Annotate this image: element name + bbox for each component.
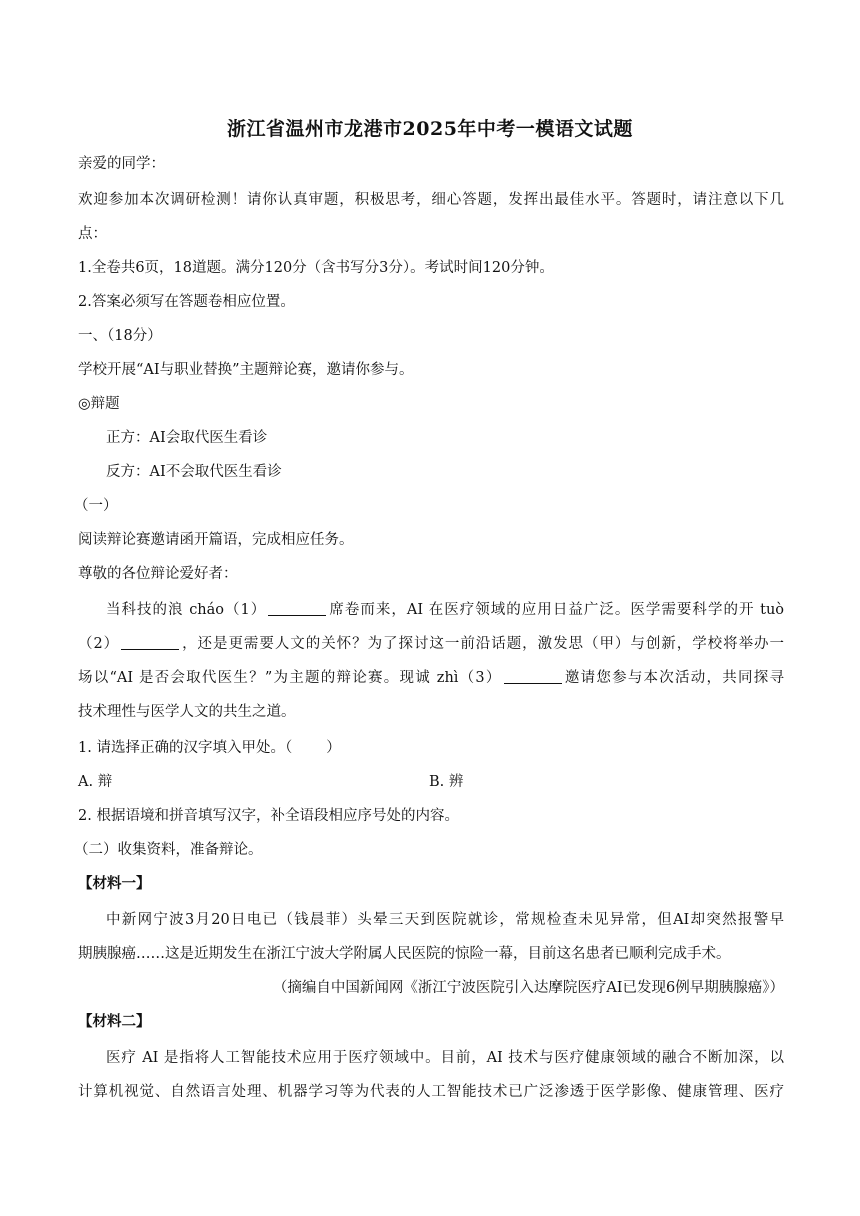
part-2-heading: （二）收集资料，准备辩论。 <box>74 842 263 858</box>
material-1-line-2: 期胰腺癌……这是近期发生在浙江宁波大学附属人民医院的惊险一幕，目前这名患者已顺利完成手术。 <box>78 946 731 962</box>
option-b[interactable]: B. 辨 <box>429 774 464 790</box>
pro-side: 正方：AI会取代医生看诊 <box>106 430 268 446</box>
question-1-text: 1. 请选择正确的汉字填入甲处。（ <box>78 740 293 756</box>
note-1: 1.全卷共6页，18道题。满分120分（含书写分3分）。考试时间120分钟。 <box>78 260 554 276</box>
intro-line-1: 欢迎参加本次调研检测！请你认真审题，积极思考，细心答题，发挥出最佳水平。答题时，请注意以下几 <box>78 192 784 208</box>
salutation: 尊敬的各位辩论爱好者： <box>78 566 238 582</box>
letter-line-4: 技术理性与医学人文的共生之道。 <box>78 704 296 720</box>
answer-blank-3[interactable] <box>504 669 562 684</box>
part-1-heading: （一） <box>74 498 118 514</box>
context-text: 学校开展“AI与职业替换”主题辩论赛，邀请你参与。 <box>78 362 414 378</box>
material-1-line-1: 中新网宁波3月20日电已（钱晨菲）头晕三天到医院就诊，常规检查未见异常，但AI却突然报警早 <box>106 912 784 928</box>
material-1-source: （摘编自中国新闻网《浙江宁波医院引入达摩院医疗AI已发现6例早期胰腺癌》） <box>272 980 784 996</box>
question-1 <box>78 738 341 758</box>
answer-blank-1[interactable] <box>268 601 326 616</box>
letter-text: 邀请您参与本次活动，共同探寻 <box>563 670 784 686</box>
greeting: 亲爱的同学： <box>78 156 165 172</box>
letter-text: （2） <box>78 636 120 652</box>
question-1-close: ） <box>326 740 341 756</box>
letter-line-2 <box>78 634 784 654</box>
answer-blank-2[interactable] <box>121 635 179 650</box>
letter-line-3 <box>78 668 784 688</box>
letter-text: ，还是更需要人文的关怀？为了探讨这一前沿话题，激发思（甲）与创新，学校将举办一 <box>181 636 784 652</box>
con-side: 反方：AI不会取代医生看诊 <box>106 464 282 480</box>
note-2: 2.答案必须写在答题卷相应位置。 <box>78 294 295 310</box>
section-heading: 一、（18分） <box>78 328 162 344</box>
page-title: 浙江省温州市龙港市2025年中考一模语文试题 <box>227 118 633 140</box>
task-1: 阅读辩论赛邀请函开篇语，完成相应任务。 <box>78 532 354 548</box>
letter-text: 当科技的浪 cháo（1） <box>106 602 267 618</box>
material-1-label: 【材料一】 <box>78 875 151 892</box>
letter-text: 场以“AI 是否会取代医生？”为主题的辩论赛。现诚 zhì（3） <box>78 670 502 686</box>
topic-label: ◎辩题 <box>78 396 120 412</box>
option-a[interactable]: A. 辩 <box>78 774 113 790</box>
question-2: 2. 根据语境和拼音填写汉字，补全语段相应序号处的内容。 <box>78 808 459 824</box>
material-2-line-2: 计算机视觉、自然语言处理、机器学习等为代表的人工智能技术已广泛渗透于医学影像、健康管理、医疗 <box>78 1084 784 1100</box>
letter-line-1 <box>106 600 784 620</box>
letter-text: 席卷而来，AI 在医疗领域的应用日益广泛。医学需要科学的开 tuò <box>328 602 785 618</box>
option-row <box>78 772 112 792</box>
material-2-line-1: 医疗 AI 是指将人工智能技术应用于医疗领域中。目前，AI 技术与医疗健康领域的融合不断加深，以 <box>106 1050 784 1066</box>
intro-line-2: 点： <box>78 226 107 242</box>
material-2-label: 【材料二】 <box>78 1013 151 1030</box>
